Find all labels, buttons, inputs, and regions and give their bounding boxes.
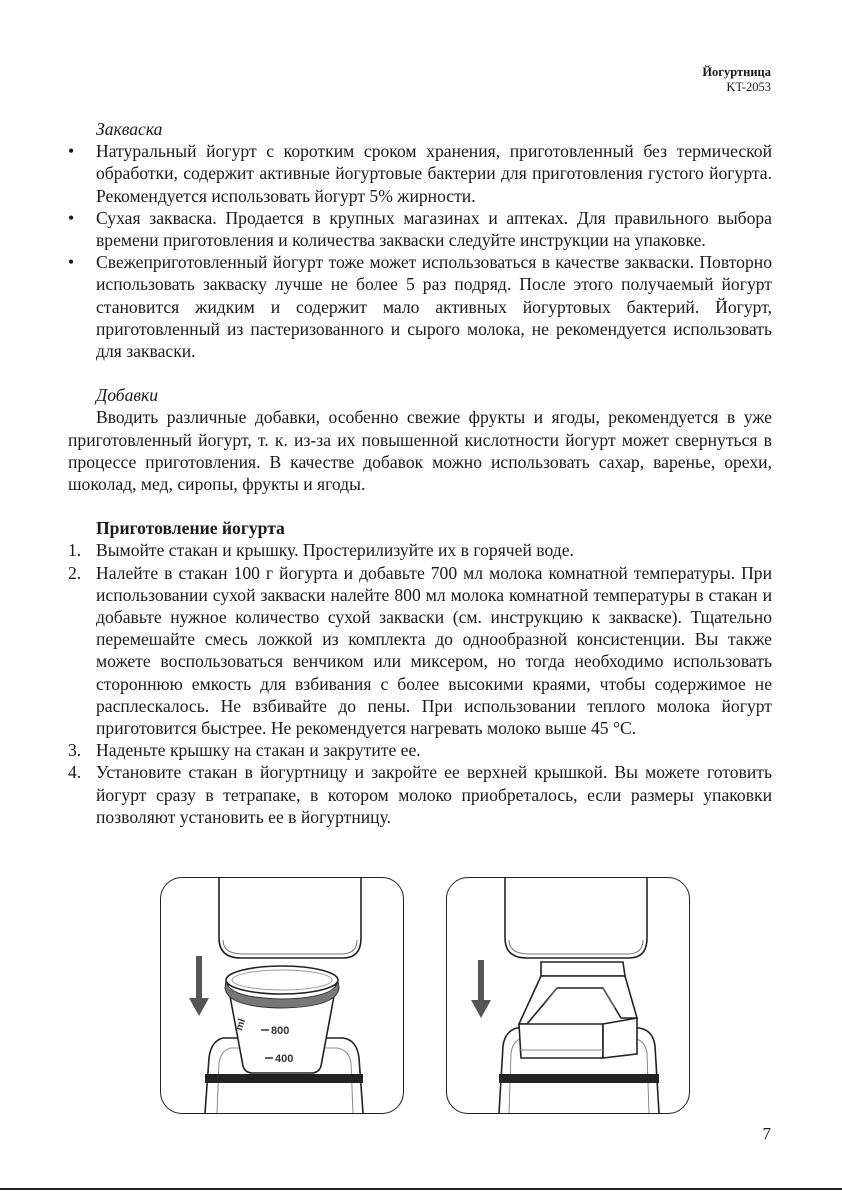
illustration-carton-insert — [446, 877, 690, 1114]
step-item: 2. Налейте в стакан 100 г йогурта и добавьте 700 мл молока комнатной температуры. При использовании сухой закваски налейте 800 мл молока комнатной температуры в стакан и добавьте нужное количество сухой закваски (см. инструкцию к закваске). Тщательно перемешайте смесь ложкой из комплекта до однообразной консистенции. Вы также можете воспользоваться венчиком или миксером, но тогда необходимо использовать стороннюю емкость для взбивания с более высокими краями, чтобы содержимое не расплескалось. Не взбивайте до пены. При использовании теплого молока йогурт приготовится быстрее. Не рекомендуется нагревать молоко выше 45 °С. — [68, 562, 772, 739]
cup-mark-800: 800 — [271, 1025, 290, 1037]
cup-insert-drawing — [161, 878, 403, 1113]
preparation-steps — [68, 539, 772, 828]
cup-brand-mark: ml — [233, 1017, 249, 1033]
starter-heading: Закваска — [96, 119, 163, 139]
step-item: 4. Установите стакан в йогуртницу и закройте ее верхней крышкой. Вы можете готовить йогурт сразу в тетрапаке, в котором молоко приобреталось, если размеры упаковки позволяют установить ее в йогуртницу. — [68, 762, 772, 827]
preparation-heading: Приготовление йогурта — [96, 518, 285, 539]
list-item: • Натуральный йогурт с коротким сроком хранения, приготовленный без термической обработки, содержит активные йогуртовые бактерии для приготовления густого йогурта. Рекомендуется использовать йогурт 5% жирности. — [68, 141, 772, 206]
page-header — [702, 64, 771, 95]
list-item: • Сухая закваска. Продается в крупных магазинах и аптеках. Для правильного выбора времени приготовления и количества закваски следуйте инструкции на упаковке. — [68, 207, 772, 251]
carton-insert-drawing — [447, 878, 689, 1113]
additives-heading: Добавки — [96, 385, 159, 406]
main-content — [68, 118, 772, 828]
page-bottom-rule — [0, 1188, 842, 1190]
bullet-icon: • — [68, 207, 75, 228]
list-item: • Свежеприготовленный йогурт тоже может использоваться в качестве закваски. Повторно использовать закваску лучше не более 5 раз подряд. После этого получаемый йогурт становится жидким и содержит мало активных йогуртовых бактерий. Йогурт, приготовленный из пастеризованного и сырого молока, не рекомендуется использовать для закваски. — [68, 252, 772, 362]
product-name: Йогуртница — [702, 65, 771, 79]
additives-text: Вводить различные добавки, особенно свежие фрукты и ягоды, рекомендуется в уже приготовленный йогурт, т. к. из-за их повышенной кислотности йогурт может свернуться в процессе приготовления. В качестве добавок можно использовать сахар, варенье, орехи, шоколад, мед, сиропы, фрукты и ягоды. — [68, 407, 772, 495]
bullet-icon: • — [68, 141, 75, 162]
starter-list — [68, 140, 772, 362]
cup-mark-400: 400 — [275, 1053, 294, 1065]
step-item: 1. Вымойте стакан и крышку. Простерилизуйте их в горячей воде. — [68, 540, 574, 561]
illustration-cup-insert — [160, 877, 404, 1114]
bullet-icon: • — [68, 252, 75, 273]
step-item: 3. Наденьте крышку на стакан и закрутите ее. — [68, 740, 421, 761]
model-number: KT-2053 — [726, 80, 771, 94]
page-number: 7 — [762, 1124, 771, 1143]
